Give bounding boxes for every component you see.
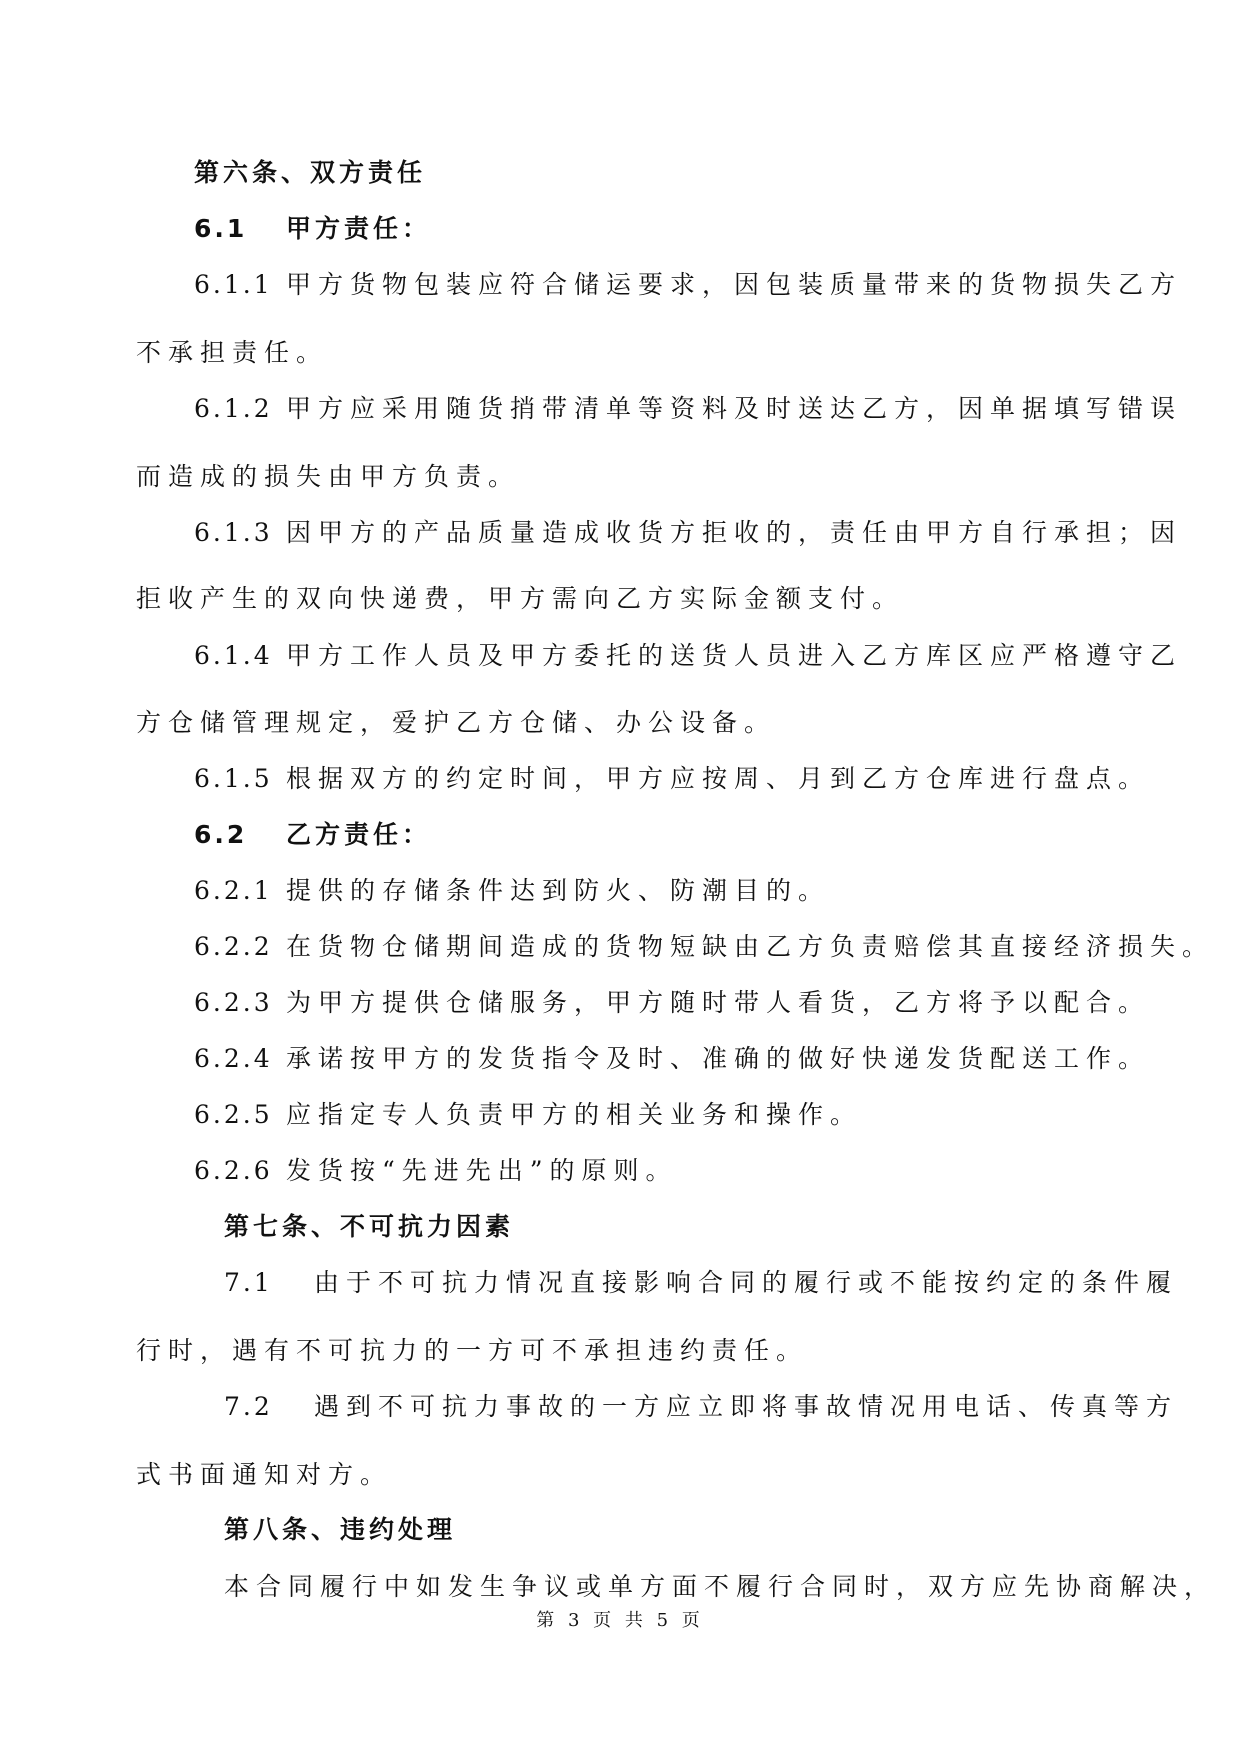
clause-6-2-2 — [194, 934, 1214, 959]
clause-text: 甲方应采用随货捎带清单等资料及时送达乙方，因单据填写错误 — [286, 394, 1183, 423]
clause-7-2-line-1 — [224, 1394, 1178, 1419]
clause-number: 6.2.6 — [194, 1156, 273, 1185]
clause-number: 7.1 — [224, 1268, 273, 1297]
clause-number: 6.2.4 — [194, 1044, 273, 1073]
clause-text: 本合同履行中如发生争议或单方面不履行合同时，双方应先协商解决， — [224, 1572, 1217, 1601]
heading-text: 第八条、违约处理 — [224, 1515, 457, 1544]
subsection-heading-6-1 — [194, 216, 431, 241]
clause-text: 应指定专人负责甲方的相关业务和操作。 — [286, 1100, 863, 1129]
clause-6-2-5 — [194, 1102, 862, 1127]
clause-text: 发货按“先进先出”的原则。 — [286, 1156, 678, 1185]
clause-number: 6.2.2 — [194, 932, 273, 961]
clause-number: 6.2.5 — [194, 1100, 273, 1129]
clause-6-1-2-line-2 — [136, 464, 520, 489]
clause-number: 7.2 — [224, 1392, 273, 1421]
clause-number: 6.1 — [194, 214, 248, 243]
subsection-heading-6-2 — [194, 822, 431, 847]
clause-text: 根据双方的约定时间，甲方应按周、月到乙方仓库进行盘点。 — [286, 764, 1151, 793]
clause-6-2-3 — [194, 990, 1150, 1015]
clause-6-2-1 — [194, 878, 830, 903]
clause-number: 6.2.1 — [194, 876, 273, 905]
clause-text: 方仓储管理规定，爱护乙方仓储、办公设备。 — [136, 708, 777, 737]
clause-text: 提供的存储条件达到防火、防潮目的。 — [286, 876, 831, 905]
clause-6-1-5 — [194, 766, 1150, 791]
clause-text: 式书面通知对方。 — [136, 1460, 393, 1489]
clause-6-2-6 — [194, 1158, 678, 1183]
clause-number: 6.2 — [194, 820, 248, 849]
heading-text: 乙方责任： — [286, 820, 432, 849]
clause-6-1-1-line-2 — [136, 340, 328, 365]
page-number-footer — [0, 1606, 1240, 1632]
heading-text: 第六条、双方责任 — [194, 158, 427, 187]
clause-text: 拒收产生的双向快递费，甲方需向乙方实际金额支付。 — [136, 584, 905, 613]
clause-number: 6.1.5 — [194, 764, 273, 793]
clause-text: 行时，遇有不可抗力的一方可不承担违约责任。 — [136, 1336, 809, 1365]
clause-7-2-line-2 — [136, 1462, 392, 1487]
clause-number: 6.1.1 — [194, 270, 273, 299]
heading-text: 第七条、不可抗力因素 — [224, 1212, 515, 1241]
clause-text: 甲方工作人员及甲方委托的送货人员进入乙方库区应严格遵守乙 — [286, 641, 1183, 670]
clause-6-1-3-line-1 — [194, 520, 1182, 545]
clause-6-1-2-line-1 — [194, 396, 1182, 421]
clause-text: 而造成的损失由甲方负责。 — [136, 462, 521, 491]
section-heading-6 — [194, 160, 426, 185]
clause-6-1-4-line-2 — [136, 710, 776, 735]
page-number: 第 3 页 共 5 页 — [536, 1610, 704, 1631]
clause-7-1-line-1 — [224, 1270, 1178, 1295]
clause-text: 承诺按甲方的发货指令及时、准确的做好快递发货配送工作。 — [286, 1044, 1151, 1073]
section-heading-8 — [224, 1517, 456, 1542]
clause-number: 6.1.3 — [194, 518, 273, 547]
heading-text: 甲方责任： — [286, 214, 432, 243]
clause-text: 因甲方的产品质量造成收货方拒收的，责任由甲方自行承担；因 — [286, 518, 1183, 547]
section-heading-7 — [224, 1214, 514, 1239]
clause-text: 遇到不可抗力事故的一方应立即将事故情况用电话、传真等方 — [314, 1392, 1179, 1421]
clause-6-1-1-line-1 — [194, 272, 1182, 297]
clause-number: 6.1.4 — [194, 641, 273, 670]
clause-text: 甲方货物包装应符合储运要求，因包装质量带来的货物损失乙方 — [286, 270, 1183, 299]
clause-7-1-line-2 — [136, 1338, 808, 1363]
clause-text: 由于不可抗力情况直接影响合同的履行或不能按约定的条件履 — [314, 1268, 1179, 1297]
clause-number: 6.2.3 — [194, 988, 273, 1017]
clause-text: 为甲方提供仓储服务，甲方随时带人看货，乙方将予以配合。 — [286, 988, 1151, 1017]
clause-text: 在货物仓储期间造成的货物短缺由乙方负责赔偿其直接经济损失。 — [286, 932, 1215, 961]
clause-text: 不承担责任。 — [136, 338, 329, 367]
clause-number: 6.1.2 — [194, 394, 273, 423]
clause-6-1-4-line-1 — [194, 643, 1182, 668]
clause-6-2-4 — [194, 1046, 1150, 1071]
clause-6-1-3-line-2 — [136, 586, 904, 611]
clause-8-line-1 — [224, 1574, 1216, 1599]
